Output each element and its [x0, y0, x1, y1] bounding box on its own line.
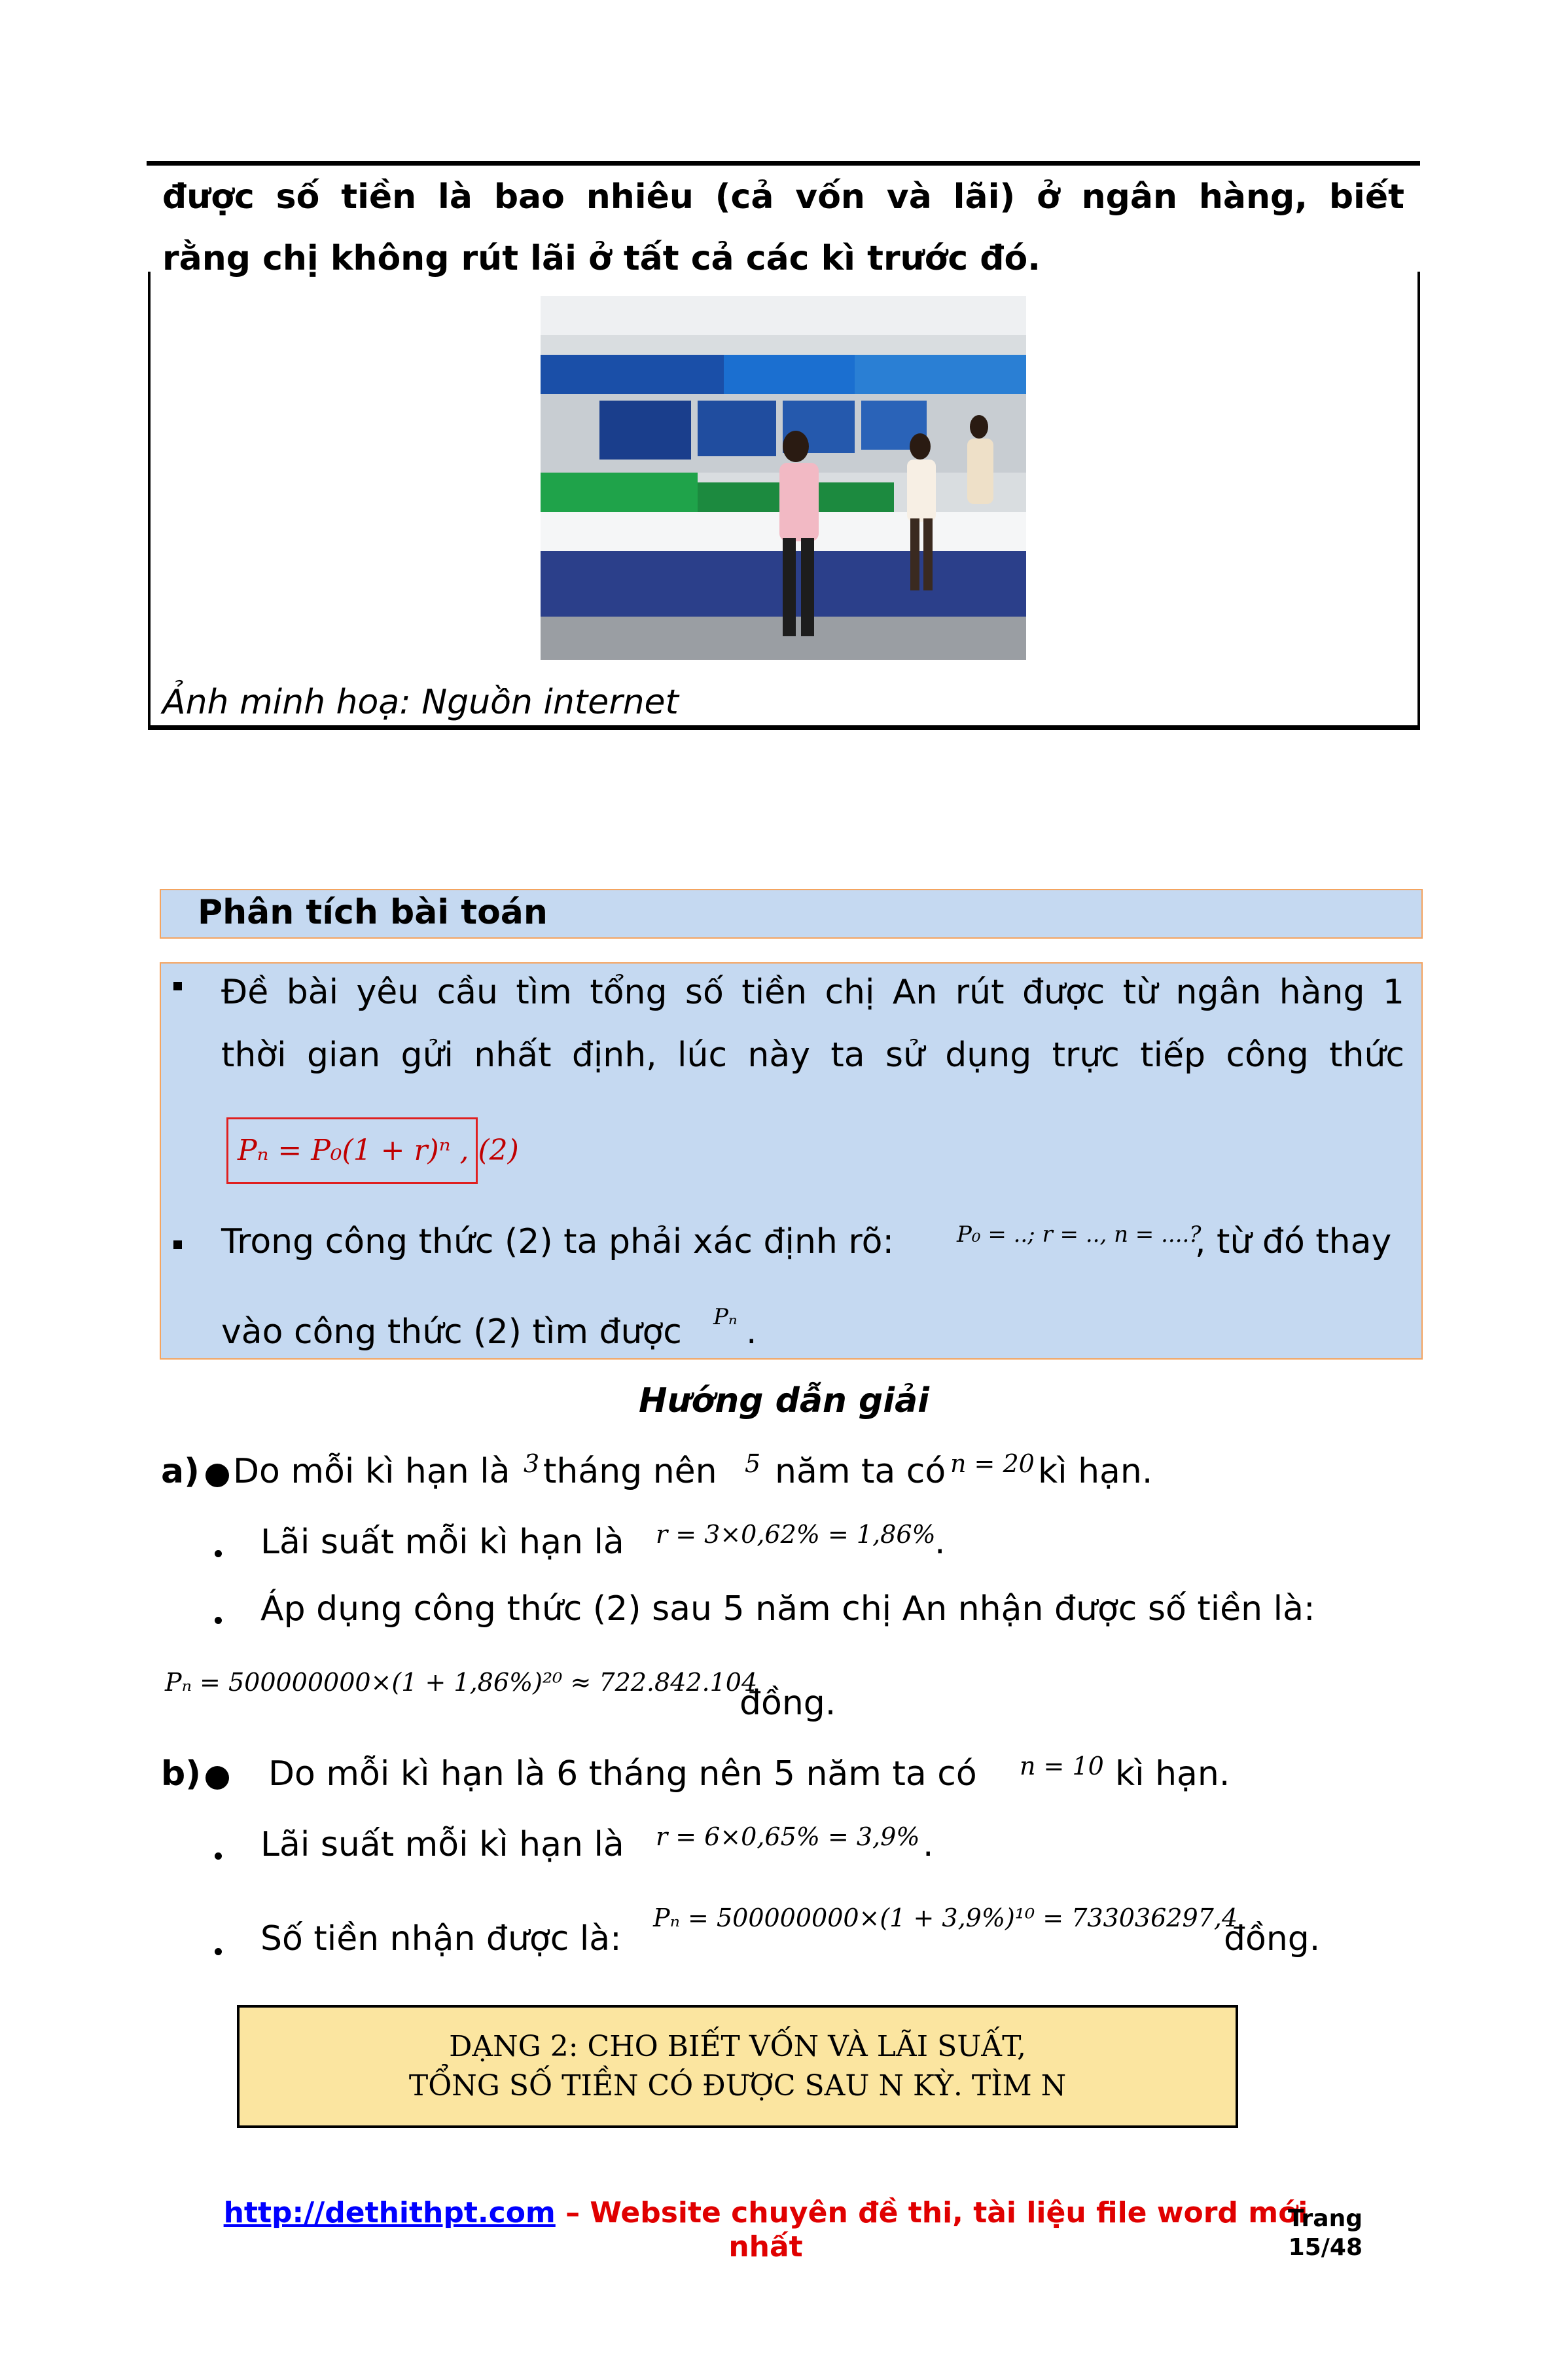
analysis-pn-symbol: Pₙ [713, 1304, 738, 1330]
analysis-header [160, 889, 1423, 939]
part-b-rate-formula: r = 6×0,65% = 3,9% [656, 1822, 920, 1851]
problem-text [162, 166, 1404, 228]
part-b-money-formula: Pₙ = 500000000×(1 + 3,9%)¹⁰ = 733036297,4 [653, 1904, 1238, 1932]
part-a-rate-text: Lãi suất mỗi kì hạn là [260, 1523, 624, 1562]
formula-text: Pₙ = P₀(1 + r)ⁿ , (2) [238, 1134, 519, 1167]
part-a-text-1: Do mỗi kì hạn là [233, 1452, 510, 1491]
part-b-label: b) [161, 1754, 201, 1794]
footer-description-line-2: nhất [728, 2230, 803, 2264]
problem-line-2: rằng chị không rút lãi ở tất cả các kì trước đó. [162, 239, 1041, 278]
analysis-title: Phân tích bài toán [198, 893, 548, 932]
analysis-bullet-2-tail: , từ đó thay [1195, 1222, 1392, 1261]
analysis-bullet-2-text: Trong công thức (2) ta phải xác định rõ: [221, 1222, 894, 1261]
part-a-result-formula: Pₙ = 500000000×(1 + 1,86%)²⁰ ≈ 722.842.104 [165, 1668, 758, 1697]
part-a-apply-text: Áp dụng công thức (2) sau 5 năm chị An nhận được số tiền là: [260, 1589, 1315, 1629]
part-a-rate-formula: r = 3×0,62% = 1,86% [656, 1520, 936, 1549]
section-banner [237, 2005, 1238, 2128]
analysis-bullet-2-line-2: vào công thức (2) tìm được [221, 1312, 682, 1352]
part-b-rate-end: . [923, 1825, 934, 1864]
black-circle-bullet-icon [205, 1464, 229, 1487]
part-b-money-text: Số tiền nhận được là: [260, 1919, 622, 1959]
square-bullet-icon [173, 982, 182, 990]
banner-line-1: DẠNG 2: CHO BIẾT VỐN VÀ LÃI SUẤT, [449, 2030, 1026, 2063]
part-a-text-2: tháng nên [543, 1452, 717, 1491]
square-bullet-icon [173, 1240, 182, 1249]
dot-bullet-icon [215, 1948, 222, 1955]
banner-line-2: TỔNG SỐ TIỀN CÓ ĐƯỢC SAU N KỲ. TÌM N [408, 2069, 1067, 2103]
top-rule [147, 161, 1420, 166]
solution-title: Hướng dẫn giải [638, 1381, 929, 1420]
part-a-years: 5 [745, 1449, 761, 1478]
analysis-bullet-2-formula: P₀ = ..; r = .., n = ....? [957, 1221, 1202, 1248]
problem-line-1: được số tiền là bao nhiêu (cả vốn và lãi) ở ngân hàng, biết [162, 177, 1404, 217]
footer-description: – Website chuyên đề thi, tài liệu file word mới [555, 2196, 1308, 2230]
analysis-bullet-2-end: . [746, 1312, 757, 1352]
page-number: 15/48 [1288, 2234, 1363, 2261]
photo-caption: Ảnh minh hoạ: Nguồn internet [162, 683, 679, 722]
part-b-money-unit: đồng. [1224, 1919, 1321, 1959]
part-b-rate-text: Lãi suất mỗi kì hạn là [260, 1825, 624, 1864]
dot-bullet-icon [215, 1550, 222, 1557]
part-a-months: 3 [524, 1449, 540, 1478]
part-b-text-2: kì hạn. [1115, 1754, 1230, 1794]
compound-interest-formula [226, 1117, 519, 1184]
part-b-text-1: Do mỗi kì hạn là 6 tháng nên 5 năm ta có [268, 1754, 977, 1794]
part-a-rate-end: . [935, 1523, 946, 1562]
analysis-bullet-1-line-2: thời gian gửi nhất định, lúc này ta sử dụng trực tiếp công thức [221, 1036, 1404, 1075]
footer [157, 2196, 1374, 2264]
black-circle-bullet-icon [205, 1766, 229, 1790]
page-label: Trang [1287, 2205, 1363, 2232]
part-b-periods: n = 10 [1020, 1752, 1104, 1780]
part-a-text-3: năm ta có [775, 1452, 946, 1491]
analysis-bullet-1-line-1: Đề bài yêu cầu tìm tổng số tiền chị An rút được từ ngân hàng 1 [221, 973, 1404, 1012]
dot-bullet-icon [215, 1617, 222, 1624]
part-a-text-4: kì hạn. [1038, 1452, 1153, 1491]
part-a-result-unit: đồng. [739, 1684, 836, 1723]
part-a-periods: n = 20 [950, 1449, 1035, 1478]
bank-counter-photo [541, 296, 1026, 660]
footer-link[interactable]: http://dethithpt.com [223, 2196, 556, 2230]
page-counter [1277, 2205, 1363, 2262]
dot-bullet-icon [215, 1852, 222, 1860]
part-a-label: a) [161, 1452, 200, 1491]
